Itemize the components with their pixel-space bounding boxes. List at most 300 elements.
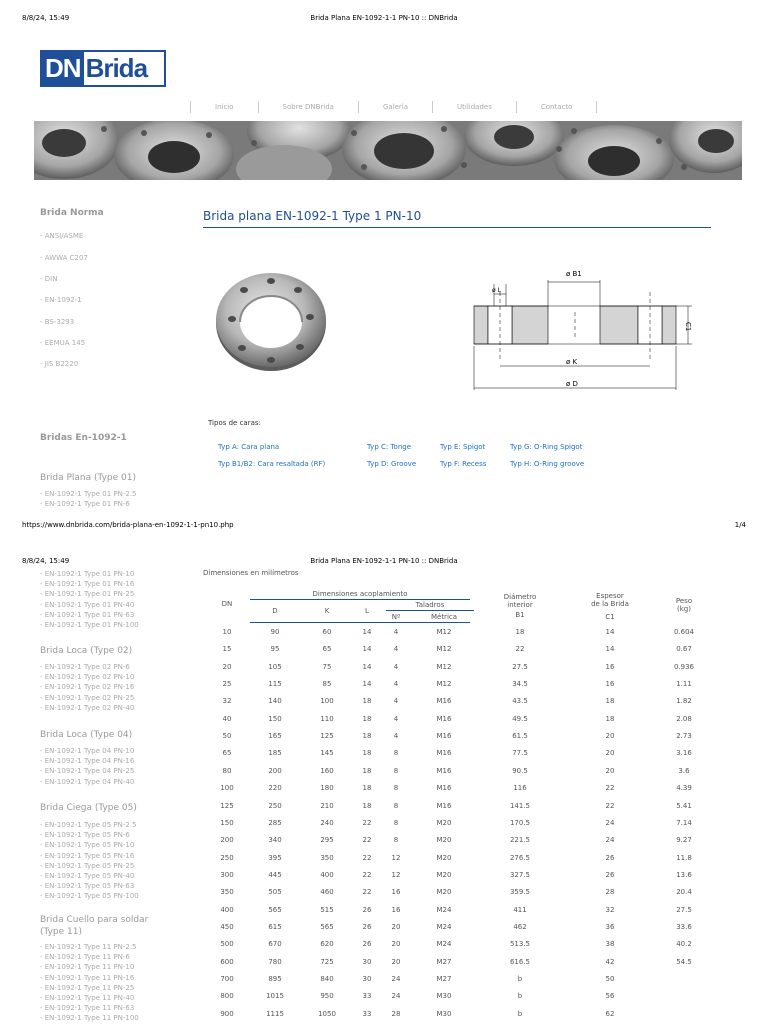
table-cell: M27	[436, 975, 452, 983]
sidebar-ciega-title: Brida Ciega (Type 05)	[40, 803, 137, 813]
table-cell: 515	[320, 905, 334, 914]
table-cell: M12	[436, 628, 452, 636]
table-cell: 0.604	[673, 628, 695, 636]
table-cell: 895	[268, 975, 282, 983]
th-taladros: Taladros	[415, 601, 445, 609]
table-cell: 500	[220, 940, 234, 949]
tipo-h[interactable]: Typ H: O-Ring groove	[510, 460, 585, 468]
table-cell: 14	[362, 628, 372, 636]
sidebar-loca02-link[interactable]: - EN-1092-1 Type 02 PN-10	[40, 673, 135, 682]
label-c1: C1	[684, 322, 692, 332]
table-cell: 50	[222, 732, 232, 741]
sidebar-ciega-link[interactable]: - EN-1092-1 Type 05 PN-25	[40, 861, 135, 870]
table-cell: 22	[605, 784, 615, 793]
table-cell: 42	[605, 957, 615, 966]
table-cell: 8	[393, 818, 399, 827]
table-cell: 18	[362, 801, 372, 810]
table-cell: 14	[362, 680, 372, 689]
table-cell: 4	[393, 680, 399, 689]
th-c1-1: Espesor	[596, 592, 624, 600]
table-cell: 11.8	[676, 853, 692, 862]
table-cell: 24	[391, 975, 401, 983]
table-cell: 450	[220, 922, 234, 931]
logo-brida: Brida	[85, 53, 148, 83]
table-cell: 150	[268, 714, 282, 723]
print-datetime: 8/8/24, 15:49	[22, 14, 70, 22]
logo-dn: DN	[42, 52, 84, 85]
table-cell: 22	[605, 801, 615, 810]
table-cell: 4	[393, 662, 399, 671]
tipo-d[interactable]: Typ D: Groove	[367, 460, 417, 468]
sidebar-ciega-link[interactable]: - EN-1092-1 Type 05 PN-16	[40, 851, 135, 860]
table-cell: 400	[220, 905, 234, 914]
th-peso-2: (kg)	[677, 605, 691, 613]
table-cell: 22	[362, 853, 372, 862]
table-cell: 300	[220, 870, 234, 879]
table-cell: 16	[605, 680, 615, 689]
table-cell: 565	[268, 905, 282, 914]
table-cell: 340	[268, 836, 282, 845]
table-cell: 20	[222, 662, 232, 671]
table-cell: M12	[436, 680, 452, 689]
table-cell: 250	[268, 801, 282, 810]
table-cell: 513.5	[509, 940, 531, 949]
table-cell: 40.2	[676, 940, 692, 949]
table-cell: 600	[220, 957, 234, 966]
table-cell: 30	[362, 975, 372, 983]
th-n: Nº	[391, 613, 401, 621]
table-cell: 400	[320, 870, 334, 879]
table-cell: 12	[391, 870, 401, 879]
table-cell: M24	[436, 905, 452, 914]
dnbrida-logo[interactable]	[40, 50, 166, 87]
table-cell: 800	[220, 992, 234, 1001]
th-b1-3: B1	[515, 611, 525, 619]
table-cell: 26	[362, 940, 372, 949]
table-cell: 3.6	[678, 766, 690, 775]
table-cell: 22	[515, 645, 525, 654]
table-cell: 26	[605, 870, 615, 879]
table-cell: M24	[436, 922, 452, 931]
table-cell: 20	[605, 766, 615, 775]
table-cell: 13.6	[676, 870, 692, 879]
sidebar-link-din[interactable]: - DIN	[40, 275, 58, 283]
flanges-banner-image	[34, 121, 742, 180]
sidebar-loca04-link[interactable]: - EN-1092-1 Type 04 PN-10	[40, 747, 135, 755]
table-cell: 8	[393, 784, 399, 793]
table-cell: M12	[436, 645, 452, 654]
table-cell: 12	[391, 853, 401, 862]
sidebar-link-ansi[interactable]: - ANSI/ASME	[40, 232, 84, 240]
table-cell: 26	[362, 922, 372, 931]
table-cell: M20	[436, 870, 452, 879]
table-cell: 32	[222, 697, 232, 706]
th-dn: DN	[221, 600, 233, 608]
sidebar-loca02-link[interactable]: - EN-1092-1 Type 02 PN-25	[40, 693, 135, 702]
table-cell: 411	[513, 905, 527, 914]
table-cell: 40	[222, 714, 232, 723]
table-cell: 90.5	[512, 766, 528, 775]
table-cell: 616.5	[509, 957, 531, 966]
sidebar-loca02-link[interactable]: - EN-1092-1 Type 02 PN-6	[40, 663, 130, 671]
table-cell: 65	[322, 645, 332, 654]
table-cell: 1050	[318, 1009, 336, 1018]
table-cell: M16	[436, 801, 452, 810]
table-cell: 160	[320, 766, 334, 775]
table-cell: 8	[393, 801, 399, 810]
table-cell: 220	[268, 784, 282, 793]
table-cell: 7.14	[676, 818, 692, 827]
table-cell: 9.27	[676, 836, 692, 845]
table-cell: 780	[268, 957, 282, 966]
tipos-label: Tipos de caras:	[208, 419, 261, 427]
flange-technical-drawing	[466, 262, 702, 394]
table-cell: 14	[605, 645, 615, 654]
print-datetime-2: 8/8/24, 15:49	[22, 557, 70, 565]
table-cell: 4.39	[676, 784, 692, 793]
table-cell: 295	[320, 836, 334, 845]
table-cell: 125	[320, 732, 334, 741]
table-cell: 22	[362, 836, 372, 845]
sidebar-ciega-link[interactable]: - EN-1092-1 Type 05 PN-100	[40, 892, 139, 901]
th-group: Dimensiones acoplamiento	[312, 590, 408, 598]
table-cell: 145	[320, 749, 334, 758]
sidebar-loca04-link[interactable]: - EN-1092-1 Type 04 PN-16	[40, 757, 135, 766]
table-cell: 18	[605, 714, 615, 723]
table-cell: 27.5	[676, 905, 692, 914]
table-cell: 615	[268, 922, 282, 931]
sidebar-loca04-title: Brida Loca (Type 04)	[40, 730, 133, 740]
tipo-e[interactable]: Typ E: Spigot	[440, 443, 486, 451]
table-cell: 22	[362, 888, 372, 897]
table-cell: b	[517, 975, 523, 983]
th-b1-2: interior	[507, 601, 533, 609]
table-cell: 900	[220, 1009, 234, 1018]
tipo-g[interactable]: Typ G: O-Ring Spigot	[510, 443, 583, 451]
table-cell: 2.73	[676, 732, 692, 741]
table-cell: 3.16	[676, 749, 692, 758]
table-cell: 24	[391, 992, 401, 1001]
sidebar-cuello-link[interactable]: - EN-1092-1 Type 11 PN-2.5	[40, 943, 137, 951]
table-cell: 170.5	[509, 818, 531, 827]
sidebar-ciega-link[interactable]: - EN-1092-1 Type 05 PN-6	[40, 831, 130, 840]
table-cell: 20	[391, 957, 401, 966]
nav-galeria[interactable]: Galeria	[382, 103, 409, 111]
sidebar-plana-link[interactable]: - EN-1092-1 Type 01 PN-10	[40, 570, 135, 578]
table-cell: M12	[436, 662, 452, 671]
table-cell: M27	[436, 957, 452, 966]
table-cell: 33	[362, 992, 372, 1001]
table-cell: 8	[393, 749, 399, 758]
nav-contacto[interactable]: Contacto	[540, 103, 573, 111]
print-page-number: 1/4	[734, 521, 746, 529]
table-cell: 221.5	[509, 836, 531, 845]
th-d: D	[272, 607, 278, 615]
table-cell: 285	[268, 818, 282, 827]
sidebar-plana-link[interactable]: - EN-1092-1 Type 01 PN-25	[40, 590, 135, 599]
table-cell: M20	[436, 853, 452, 862]
table-cell: 22	[362, 870, 372, 879]
table-cell: 16	[605, 662, 615, 671]
tipo-b[interactable]: Typ B1/B2: Cara resaltada (RF)	[218, 460, 326, 468]
table-cell: 1.11	[676, 680, 692, 689]
table-cell: 8	[393, 766, 399, 775]
table-cell: 2.08	[676, 714, 692, 723]
table-cell: 700	[220, 975, 234, 983]
table-cell: 18	[362, 749, 372, 758]
sidebar-link-bs3293[interactable]: - BS-3293	[40, 318, 75, 326]
th-l: L	[365, 607, 369, 615]
table-cell: 18	[362, 766, 372, 775]
table-cell: 4	[393, 697, 399, 706]
table-cell: M16	[436, 784, 452, 793]
table-cell: 0.67	[676, 645, 692, 654]
table-cell: 18	[362, 697, 372, 706]
print-title-2: Brida Plana EN-1092-1-1 PN-10 :: DNBrida	[310, 557, 458, 565]
table-cell: M20	[436, 888, 452, 897]
table-cell: 75	[322, 662, 332, 671]
sidebar-plana-link[interactable]: - EN-1092-1 Type 01 PN-16	[40, 580, 135, 589]
table-cell: 141.5	[509, 801, 531, 810]
sidebar-link-jis[interactable]: - JIS B2220	[40, 360, 79, 368]
label-k: ø K	[566, 358, 578, 366]
table-cell: 14	[605, 628, 615, 636]
table-cell: 26	[605, 853, 615, 862]
sidebar-loca02-link[interactable]: - EN-1092-1 Type 02 PN-40	[40, 703, 135, 712]
table-cell: 61.5	[512, 732, 528, 741]
table-cell: 38	[605, 940, 615, 949]
table-cell: 36	[605, 922, 615, 931]
table-cell: 505	[268, 888, 282, 897]
table-cell: 49.5	[512, 714, 528, 723]
table-cell: 24	[605, 836, 615, 845]
table-cell: 80	[222, 766, 232, 775]
sidebar-cuello-link[interactable]: - EN-1092-1 Type 11 PN-25	[40, 983, 135, 992]
table-cell: 18	[362, 732, 372, 741]
table-cell: 20.4	[676, 888, 692, 897]
table-cell: 15	[222, 645, 232, 654]
table-cell: 22	[362, 818, 372, 827]
table-cell: 16	[391, 905, 401, 914]
table-cell: 105	[268, 662, 282, 671]
table-cell: 25	[222, 680, 232, 689]
tipo-a[interactable]: Typ A: Cara plana	[218, 443, 280, 451]
table-cell: 10	[222, 628, 232, 636]
table-cell: 1.82	[676, 697, 692, 706]
nav-inicio[interactable]: Inicio	[215, 103, 234, 111]
table-cell: 62	[605, 1009, 615, 1018]
table-cell: 327.5	[509, 870, 531, 879]
table-cell: 4	[393, 628, 399, 636]
table-cell: 116	[513, 784, 527, 793]
flange-photo	[214, 270, 328, 372]
table-cell: 26	[362, 905, 372, 914]
sidebar-cuello-title: Brida Cuello para soldar (Type 11)	[40, 915, 149, 937]
table-cell: 200	[268, 766, 282, 775]
table-cell: 445	[268, 870, 282, 879]
table-cell: 16	[391, 888, 401, 897]
page-title: Brida plana EN-1092-1 Type 1 PN-10	[203, 209, 711, 228]
sidebar-plana-pn2-5[interactable]: - EN-1092-1 Type 01 PN-2.5	[40, 490, 137, 498]
sidebar-cuello-link[interactable]: - EN-1092-1 Type 11 PN-10	[40, 963, 135, 972]
table-cell: 840	[320, 975, 334, 983]
table-cell: M30	[436, 1009, 452, 1018]
table-cell: 462	[513, 922, 527, 931]
table-cell: 725	[320, 957, 334, 966]
table-cell: M30	[436, 992, 452, 1001]
sidebar-link-awwa[interactable]: - AWWA C207	[40, 254, 88, 262]
th-b1-1: Diámetro	[503, 593, 537, 601]
table-cell: 43.5	[512, 697, 528, 706]
sidebar-norma-title: Brida Norma	[40, 208, 104, 218]
tipo-c[interactable]: Typ C: Tonge	[367, 443, 412, 451]
table-cell: M16	[436, 749, 452, 758]
table-cell: M20	[436, 836, 452, 845]
sidebar-plana-pn6[interactable]: - EN-1092-1 Type 01 PN-6	[40, 500, 130, 508]
table-cell: 85	[322, 680, 332, 689]
table-cell: 180	[320, 784, 334, 793]
label-l: ø L	[492, 287, 501, 294]
table-cell: 27.5	[512, 662, 528, 671]
sidebar-link-en1092[interactable]: - EN-1092-1	[40, 296, 82, 304]
table-cell: 1015	[266, 992, 284, 1001]
sidebar-ciega-link[interactable]: - EN-1092-1 Type 05 PN-40	[40, 872, 135, 880]
table-cell: 565	[320, 922, 334, 931]
sidebar-loca04-link[interactable]: - EN-1092-1 Type 04 PN-40	[40, 777, 135, 786]
table-cell: 30	[362, 957, 372, 966]
table-cell: 210	[320, 801, 334, 810]
table-cell: 140	[268, 697, 282, 706]
table-cell: M24	[436, 940, 452, 949]
print-url: https://www.dnbrida.com/brida-plana-en-1092-1-1-pn10.php	[22, 521, 234, 529]
table-cell: 240	[320, 818, 334, 827]
sidebar-cuello-link[interactable]: - EN-1092-1 Type 11 PN-40	[40, 994, 135, 1002]
table-cell: 24	[605, 818, 615, 827]
table-cell: 200	[220, 836, 234, 845]
table-cell: 5.41	[676, 801, 692, 810]
table-cell: 14	[362, 662, 372, 671]
th-peso-1: Peso	[675, 597, 693, 605]
th-c1-3: C1	[605, 613, 615, 621]
table-cell: 56	[605, 992, 615, 1001]
table-cell: 65	[222, 749, 232, 758]
sidebar-plana-link[interactable]: - EN-1092-1 Type 01 PN-63	[40, 610, 135, 619]
table-cell: 77.5	[512, 749, 528, 758]
table-cell: M16	[436, 714, 452, 723]
table-cell: 50	[605, 975, 615, 983]
th-k: K	[324, 607, 330, 615]
table-cell: M16	[436, 766, 452, 775]
table-cell: 0.936	[673, 662, 695, 671]
table-cell: 20	[391, 940, 401, 949]
table-cell: 276.5	[509, 853, 531, 862]
tipo-f[interactable]: Typ F: Recess	[440, 460, 487, 468]
table-cell: M16	[436, 697, 452, 706]
table-cell: 100	[320, 697, 334, 706]
table-cell: b	[517, 1009, 523, 1018]
table-cell: b	[517, 992, 523, 1001]
table-cell: 185	[268, 749, 282, 758]
table-cell: 1115	[266, 1009, 284, 1018]
sidebar-ciega-link[interactable]: - EN-1092-1 Type 05 PN-2.5	[40, 821, 137, 829]
table-cell: 32	[605, 905, 615, 914]
print-title: Brida Plana EN-1092-1-1 PN-10 :: DNBrida	[310, 14, 458, 22]
sidebar-plana-link[interactable]: - EN-1092-1 Type 01 PN-40	[40, 600, 135, 609]
sidebar-loca02-title: Brida Loca (Type 02)	[40, 646, 133, 656]
table-cell: 20	[605, 749, 615, 758]
sidebar-cuello-link[interactable]: - EN-1092-1 Type 11 PN-6	[40, 953, 130, 962]
table-cell: 4	[393, 714, 399, 723]
table-cell: 395	[268, 853, 282, 862]
sidebar-loca04-link[interactable]: - EN-1092-1 Type 04 PN-25	[40, 767, 135, 776]
table-cell: 950	[320, 992, 334, 1001]
table-cell: 4	[393, 732, 399, 741]
table-cell: M16	[436, 732, 452, 741]
main-nav	[190, 101, 597, 113]
sidebar-ciega-link[interactable]: - EN-1092-1 Type 05 PN-10	[40, 841, 135, 850]
table-cell: 18	[362, 784, 372, 793]
sidebar-link-eemua[interactable]: - EEMUA 145	[40, 339, 86, 347]
table-cell: 34.5	[512, 680, 528, 689]
table-cell: 20	[391, 922, 401, 931]
sidebar-loca02-link[interactable]: - EN-1092-1 Type 02 PN-16	[40, 683, 135, 692]
table-cell: 20	[605, 732, 615, 741]
sidebar-cuello-link[interactable]: - EN-1092-1 Type 11 PN-63	[40, 1004, 135, 1013]
table-cell: 18	[605, 697, 615, 706]
table-cell: 60	[322, 628, 332, 636]
table-cell: 110	[320, 714, 334, 723]
table-cell: 14	[362, 645, 372, 654]
table-cell: 90	[270, 628, 280, 636]
table-cell: 620	[320, 940, 334, 949]
table-cell: 100	[220, 784, 234, 793]
table-cell: 670	[268, 940, 282, 949]
th-metrica: Métrica	[430, 613, 458, 621]
sidebar-en-title: Bridas En-1092-1	[40, 433, 127, 443]
table-cell: 33.6	[676, 922, 692, 931]
sidebar-plana-title: Brida Plana (Type 01)	[40, 473, 136, 483]
table-cell: 165	[268, 732, 282, 741]
sidebar-plana-link[interactable]: - EN-1092-1 Type 01 PN-100	[40, 621, 139, 629]
table-cell: 350	[320, 853, 334, 862]
table-cell: 359.5	[509, 888, 531, 897]
nav-utilidades[interactable]: Utilidades	[457, 103, 492, 111]
table-cell: 18	[515, 628, 525, 636]
sidebar-cuello-link[interactable]: - EN-1092-1 Type 11 PN-16	[40, 973, 135, 982]
table-cell: 28	[605, 888, 615, 897]
table-cell: 54.5	[676, 957, 692, 966]
nav-sobre[interactable]: Sobre DNBrida	[282, 103, 334, 111]
table-cell: 33	[362, 1009, 372, 1018]
table-cell: 95	[270, 645, 280, 654]
table-cell: 18	[362, 714, 372, 723]
sidebar-cuello-link[interactable]: - EN-1092-1 Type 11 PN-100	[40, 1014, 139, 1023]
th-c1-2: de la Brida	[591, 600, 629, 608]
table-cell: 460	[320, 888, 334, 897]
table-cell: 150	[220, 818, 234, 827]
table-cell: 115	[268, 680, 282, 689]
table-cell: 125	[220, 801, 234, 810]
table-cell: M20	[436, 818, 452, 827]
label-b1: ø B1	[566, 270, 582, 278]
table-cell: 250	[220, 853, 234, 862]
table-cell: 4	[393, 645, 399, 654]
sidebar-ciega-link[interactable]: - EN-1092-1 Type 05 PN-63	[40, 882, 135, 891]
table-cell: 350	[220, 888, 234, 897]
table-cell: 28	[391, 1009, 401, 1018]
dimensions-label: Dimensiones en milímetros	[203, 569, 299, 577]
table-cell: 8	[393, 836, 399, 845]
